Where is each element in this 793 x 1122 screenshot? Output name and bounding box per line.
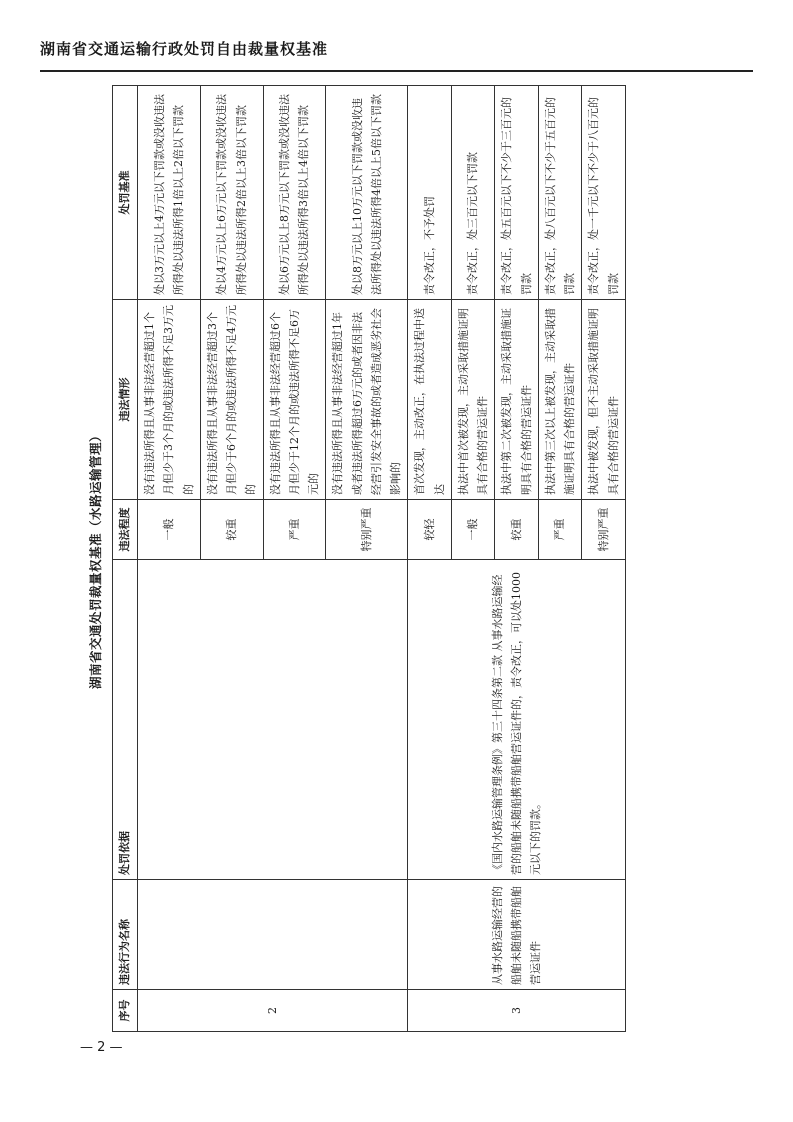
penalty-basis bbox=[138, 560, 408, 880]
rotated-table-container bbox=[80, 86, 712, 1032]
violation-degree: 一般 bbox=[138, 500, 201, 560]
violation-circumstance: 执法中首次被发现，主动采取措施证明具有合格的营运证件 bbox=[451, 300, 495, 500]
item-number: 2 bbox=[138, 990, 408, 1032]
penalty-standard: 责令改正，处五百元以下不少于三百元的罚款 bbox=[495, 86, 539, 300]
page-header-title: 湖南省交通运输行政处罚自由裁量权基准 bbox=[40, 40, 329, 58]
violation-degree: 较轻 bbox=[408, 500, 452, 560]
col-header-basis: 处罚依据 bbox=[113, 560, 138, 880]
penalty-standard-table bbox=[112, 85, 626, 1032]
penalty-standard: 处以8万元以上10万元以下罚款或没收违法所得处以违法所得4倍以上5倍以下罚款 bbox=[326, 86, 408, 300]
table-title: 湖南省交通处罚裁量权基准（水路运输管理） bbox=[88, 429, 103, 690]
col-header-no: 序号 bbox=[113, 990, 138, 1032]
table-row bbox=[408, 86, 452, 1032]
header-divider bbox=[40, 70, 753, 72]
penalty-standard: 处以6万元以上8万元以下罚款或没收违法所得处以违法所得3倍以上4倍以下罚款 bbox=[263, 86, 326, 300]
table-row bbox=[138, 86, 201, 1032]
col-header-circumstance: 违法情形 bbox=[113, 300, 138, 500]
col-header-degree: 违法程度 bbox=[113, 500, 138, 560]
violation-circumstance: 执法中被发现，但不主动采取措施证明具有合格的营运证件 bbox=[582, 300, 626, 500]
violation-name bbox=[138, 880, 408, 990]
item-number: 3 bbox=[408, 990, 626, 1032]
page-number: — 2 — bbox=[80, 1040, 123, 1055]
table-header-row bbox=[113, 86, 138, 1032]
violation-degree: 较重 bbox=[200, 500, 263, 560]
penalty-standard: 责令改正，处八百元以下不少于五百元的罚款 bbox=[538, 86, 582, 300]
col-header-name: 违法行为名称 bbox=[113, 880, 138, 990]
violation-degree: 较重 bbox=[495, 500, 539, 560]
col-header-standard: 处罚基准 bbox=[113, 86, 138, 300]
violation-circumstance: 执法中第三次以上被发现，主动采取措施证明具有合格的营运证件 bbox=[538, 300, 582, 500]
penalty-basis: 《国内水路运输管理条例》第三十四条第二款 从事水路运输经营的船舶未随船携带船舶营运证件的，责令改正，可以处1000元以下的罚款。 bbox=[408, 560, 626, 880]
penalty-standard: 处以4万元以上6万元以下罚款或没收违法所得处以违法所得2倍以上3倍以下罚款 bbox=[200, 86, 263, 300]
penalty-standard: 责令改正，不予处罚 bbox=[408, 86, 452, 300]
violation-degree: 特别严重 bbox=[326, 500, 408, 560]
penalty-standard: 责令改正，处三百元以下罚款 bbox=[451, 86, 495, 300]
violation-circumstance: 没有违法所得且从事非法经营超过1年或者违法所得超过6万元的或者因非法经营引发安全事故的或者造成恶劣社会影响的 bbox=[326, 300, 408, 500]
violation-circumstance: 没有违法所得且从事非法经营超过6个月但少于12个月的或违法所得不足6万元的 bbox=[263, 300, 326, 500]
violation-circumstance: 首次发现，主动改正，在执法过程中送达 bbox=[408, 300, 452, 500]
violation-degree: 一般 bbox=[451, 500, 495, 560]
violation-circumstance: 执法中第二次被发现，主动采取措施证明具有合格的营运证件 bbox=[495, 300, 539, 500]
violation-degree: 严重 bbox=[263, 500, 326, 560]
penalty-standard: 处以3万元以上4万元以下罚款或没收违法所得处以违法所得1倍以上2倍以下罚款 bbox=[138, 86, 201, 300]
violation-circumstance: 没有违法所得且从事非法经营超过1个月但少于3个月的或违法所得不足3万元的 bbox=[138, 300, 201, 500]
violation-degree: 特别严重 bbox=[582, 500, 626, 560]
violation-name: 从事水路运输经营的船舶未随船携带船舶营运证件 bbox=[408, 880, 626, 990]
violation-degree: 严重 bbox=[538, 500, 582, 560]
penalty-standard: 责令改正，处一千元以下不少于八百元的罚款 bbox=[582, 86, 626, 300]
violation-circumstance: 没有违法所得且从事非法经营超过3个月但少于6个月的或违法所得不足4万元的 bbox=[200, 300, 263, 500]
